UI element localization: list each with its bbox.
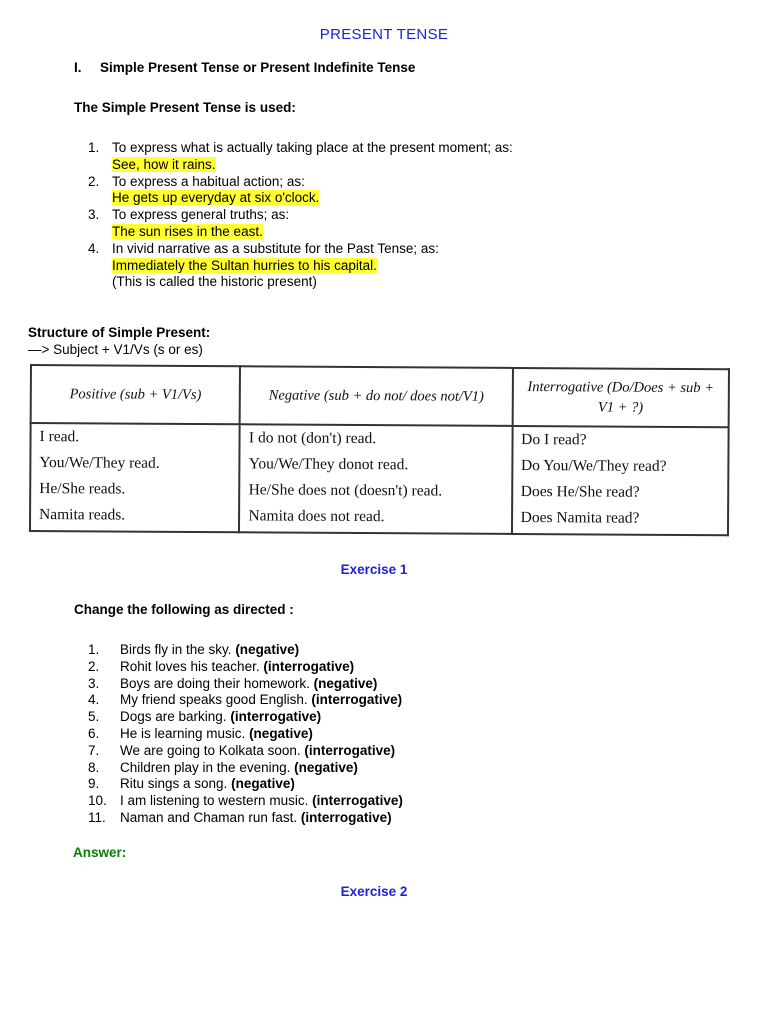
table-cell: You/We/They read. bbox=[39, 454, 160, 472]
item-number: 7. bbox=[88, 742, 100, 758]
usage-number: 1. bbox=[88, 140, 100, 155]
item-direction: (interrogative) bbox=[304, 742, 396, 758]
item-text: Dogs are barking. bbox=[120, 709, 227, 725]
item-text: Boys are doing their homework. bbox=[120, 675, 310, 691]
item-number: 2. bbox=[88, 658, 100, 674]
usage-example: Immediately the Sultan hurries to his capital. bbox=[112, 257, 377, 273]
table-header-negative: Negative (sub + do not/ does not/V1) bbox=[240, 366, 513, 426]
section-heading-text: Simple Present Tense or Present Indefinite Tense bbox=[100, 60, 416, 75]
table-cell: Do I read? bbox=[521, 431, 587, 449]
item-number: 4. bbox=[88, 692, 100, 708]
usage-item bbox=[88, 174, 513, 191]
item-number: 5. bbox=[88, 709, 100, 725]
list-item bbox=[88, 659, 403, 676]
exercise-2-title: Exercise 2 bbox=[340, 884, 408, 899]
page-title: PRESENT TENSE bbox=[319, 26, 449, 43]
list-item bbox=[88, 776, 403, 793]
item-direction: (negative) bbox=[235, 642, 300, 657]
item-text: Children play in the evening. bbox=[120, 759, 291, 775]
list-item bbox=[88, 743, 403, 760]
tense-table-image bbox=[30, 364, 730, 532]
usage-text: In vivid narrative as a substitute for the Past Tense; as: bbox=[112, 240, 439, 256]
item-number: 6. bbox=[88, 725, 100, 741]
section-heading bbox=[74, 60, 415, 75]
structure-heading: Structure of Simple Present: bbox=[28, 325, 211, 340]
item-direction: (negative) bbox=[231, 776, 295, 792]
item-text: Rohit loves his teacher. bbox=[120, 658, 260, 674]
list-item bbox=[88, 760, 403, 777]
list-item bbox=[88, 692, 403, 709]
table-cell: Namita reads. bbox=[39, 506, 126, 524]
usage-text: To express general truths; as: bbox=[112, 207, 290, 223]
table-cell: Does Namita read? bbox=[520, 509, 640, 527]
item-number: 1. bbox=[88, 642, 100, 657]
usage-example: He gets up everyday at six o'clock. bbox=[112, 190, 320, 206]
usage-item bbox=[88, 140, 513, 157]
item-number: 8. bbox=[88, 759, 100, 775]
usage-text: To express a habitual action; as: bbox=[112, 173, 305, 189]
table-header-interrogative: Interrogative (Do/Does + sub + V1 + ?) bbox=[512, 368, 729, 427]
list-item bbox=[88, 709, 403, 726]
tense-table bbox=[29, 364, 730, 536]
item-text: He is learning music. bbox=[120, 725, 246, 741]
exercise-1-list bbox=[88, 642, 403, 827]
table-cell: Do You/We/They read? bbox=[520, 457, 667, 475]
interrogative-column bbox=[512, 426, 729, 535]
table-cell: I do not (don't) read. bbox=[248, 429, 377, 448]
item-direction: (interrogative) bbox=[311, 692, 403, 708]
item-direction: (negative) bbox=[294, 759, 358, 775]
item-direction: (interrogative) bbox=[300, 809, 392, 825]
table-cell: Does He/She read? bbox=[520, 483, 640, 501]
item-number: 10. bbox=[88, 793, 107, 809]
table-cell: I read. bbox=[39, 428, 80, 446]
item-text: Ritu sings a song. bbox=[120, 776, 228, 792]
list-item bbox=[88, 810, 403, 827]
positive-column bbox=[30, 423, 240, 532]
usage-number: 4. bbox=[88, 240, 100, 256]
list-item bbox=[88, 642, 403, 659]
exercise-1-title: Exercise 1 bbox=[340, 562, 408, 577]
usage-example: See, how it rains. bbox=[112, 156, 216, 172]
item-text: Birds fly in the sky. bbox=[120, 642, 232, 657]
list-item bbox=[88, 726, 403, 743]
table-header-positive: Positive (sub + V1/Vs) bbox=[31, 365, 241, 424]
table-cell: Namita does not read. bbox=[248, 507, 385, 526]
usage-list bbox=[88, 140, 513, 291]
usage-item bbox=[88, 241, 513, 258]
item-direction: (negative) bbox=[249, 725, 313, 741]
usage-number: 2. bbox=[88, 173, 100, 189]
item-direction: (negative) bbox=[313, 675, 378, 691]
usage-note: (This is called the historic present) bbox=[112, 274, 317, 290]
list-item bbox=[88, 676, 403, 693]
answer-label: Answer: bbox=[73, 845, 127, 860]
table-cell: You/We/They donot read. bbox=[248, 455, 409, 474]
structure-formula: —> Subject + V1/Vs (s or es) bbox=[28, 342, 203, 357]
item-direction: (interrogative) bbox=[263, 658, 355, 674]
usage-heading: The Simple Present Tense is used: bbox=[74, 100, 296, 115]
item-text: I am listening to western music. bbox=[120, 793, 309, 809]
usage-text: To express what is actually taking place at the present moment; as: bbox=[112, 140, 513, 155]
table-cell: He/She does not (doesn't) read. bbox=[248, 481, 443, 500]
table-cell: He/She reads. bbox=[39, 480, 126, 498]
exercise-1-instruction: Change the following as directed : bbox=[74, 602, 294, 617]
item-number: 11. bbox=[88, 809, 106, 825]
usage-item bbox=[88, 207, 513, 224]
list-item bbox=[88, 793, 403, 810]
item-number: 9. bbox=[88, 776, 100, 792]
item-text: We are going to Kolkata soon. bbox=[120, 742, 301, 758]
item-number: 3. bbox=[88, 675, 100, 691]
item-direction: (interrogative) bbox=[230, 709, 322, 725]
usage-number: 3. bbox=[88, 207, 100, 223]
usage-example: The sun rises in the east. bbox=[112, 223, 263, 239]
section-number: I. bbox=[74, 60, 82, 75]
item-direction: (interrogative) bbox=[312, 793, 403, 809]
item-text: My friend speaks good English. bbox=[120, 692, 308, 708]
item-text: Naman and Chaman run fast. bbox=[120, 809, 298, 825]
negative-column bbox=[239, 424, 512, 534]
